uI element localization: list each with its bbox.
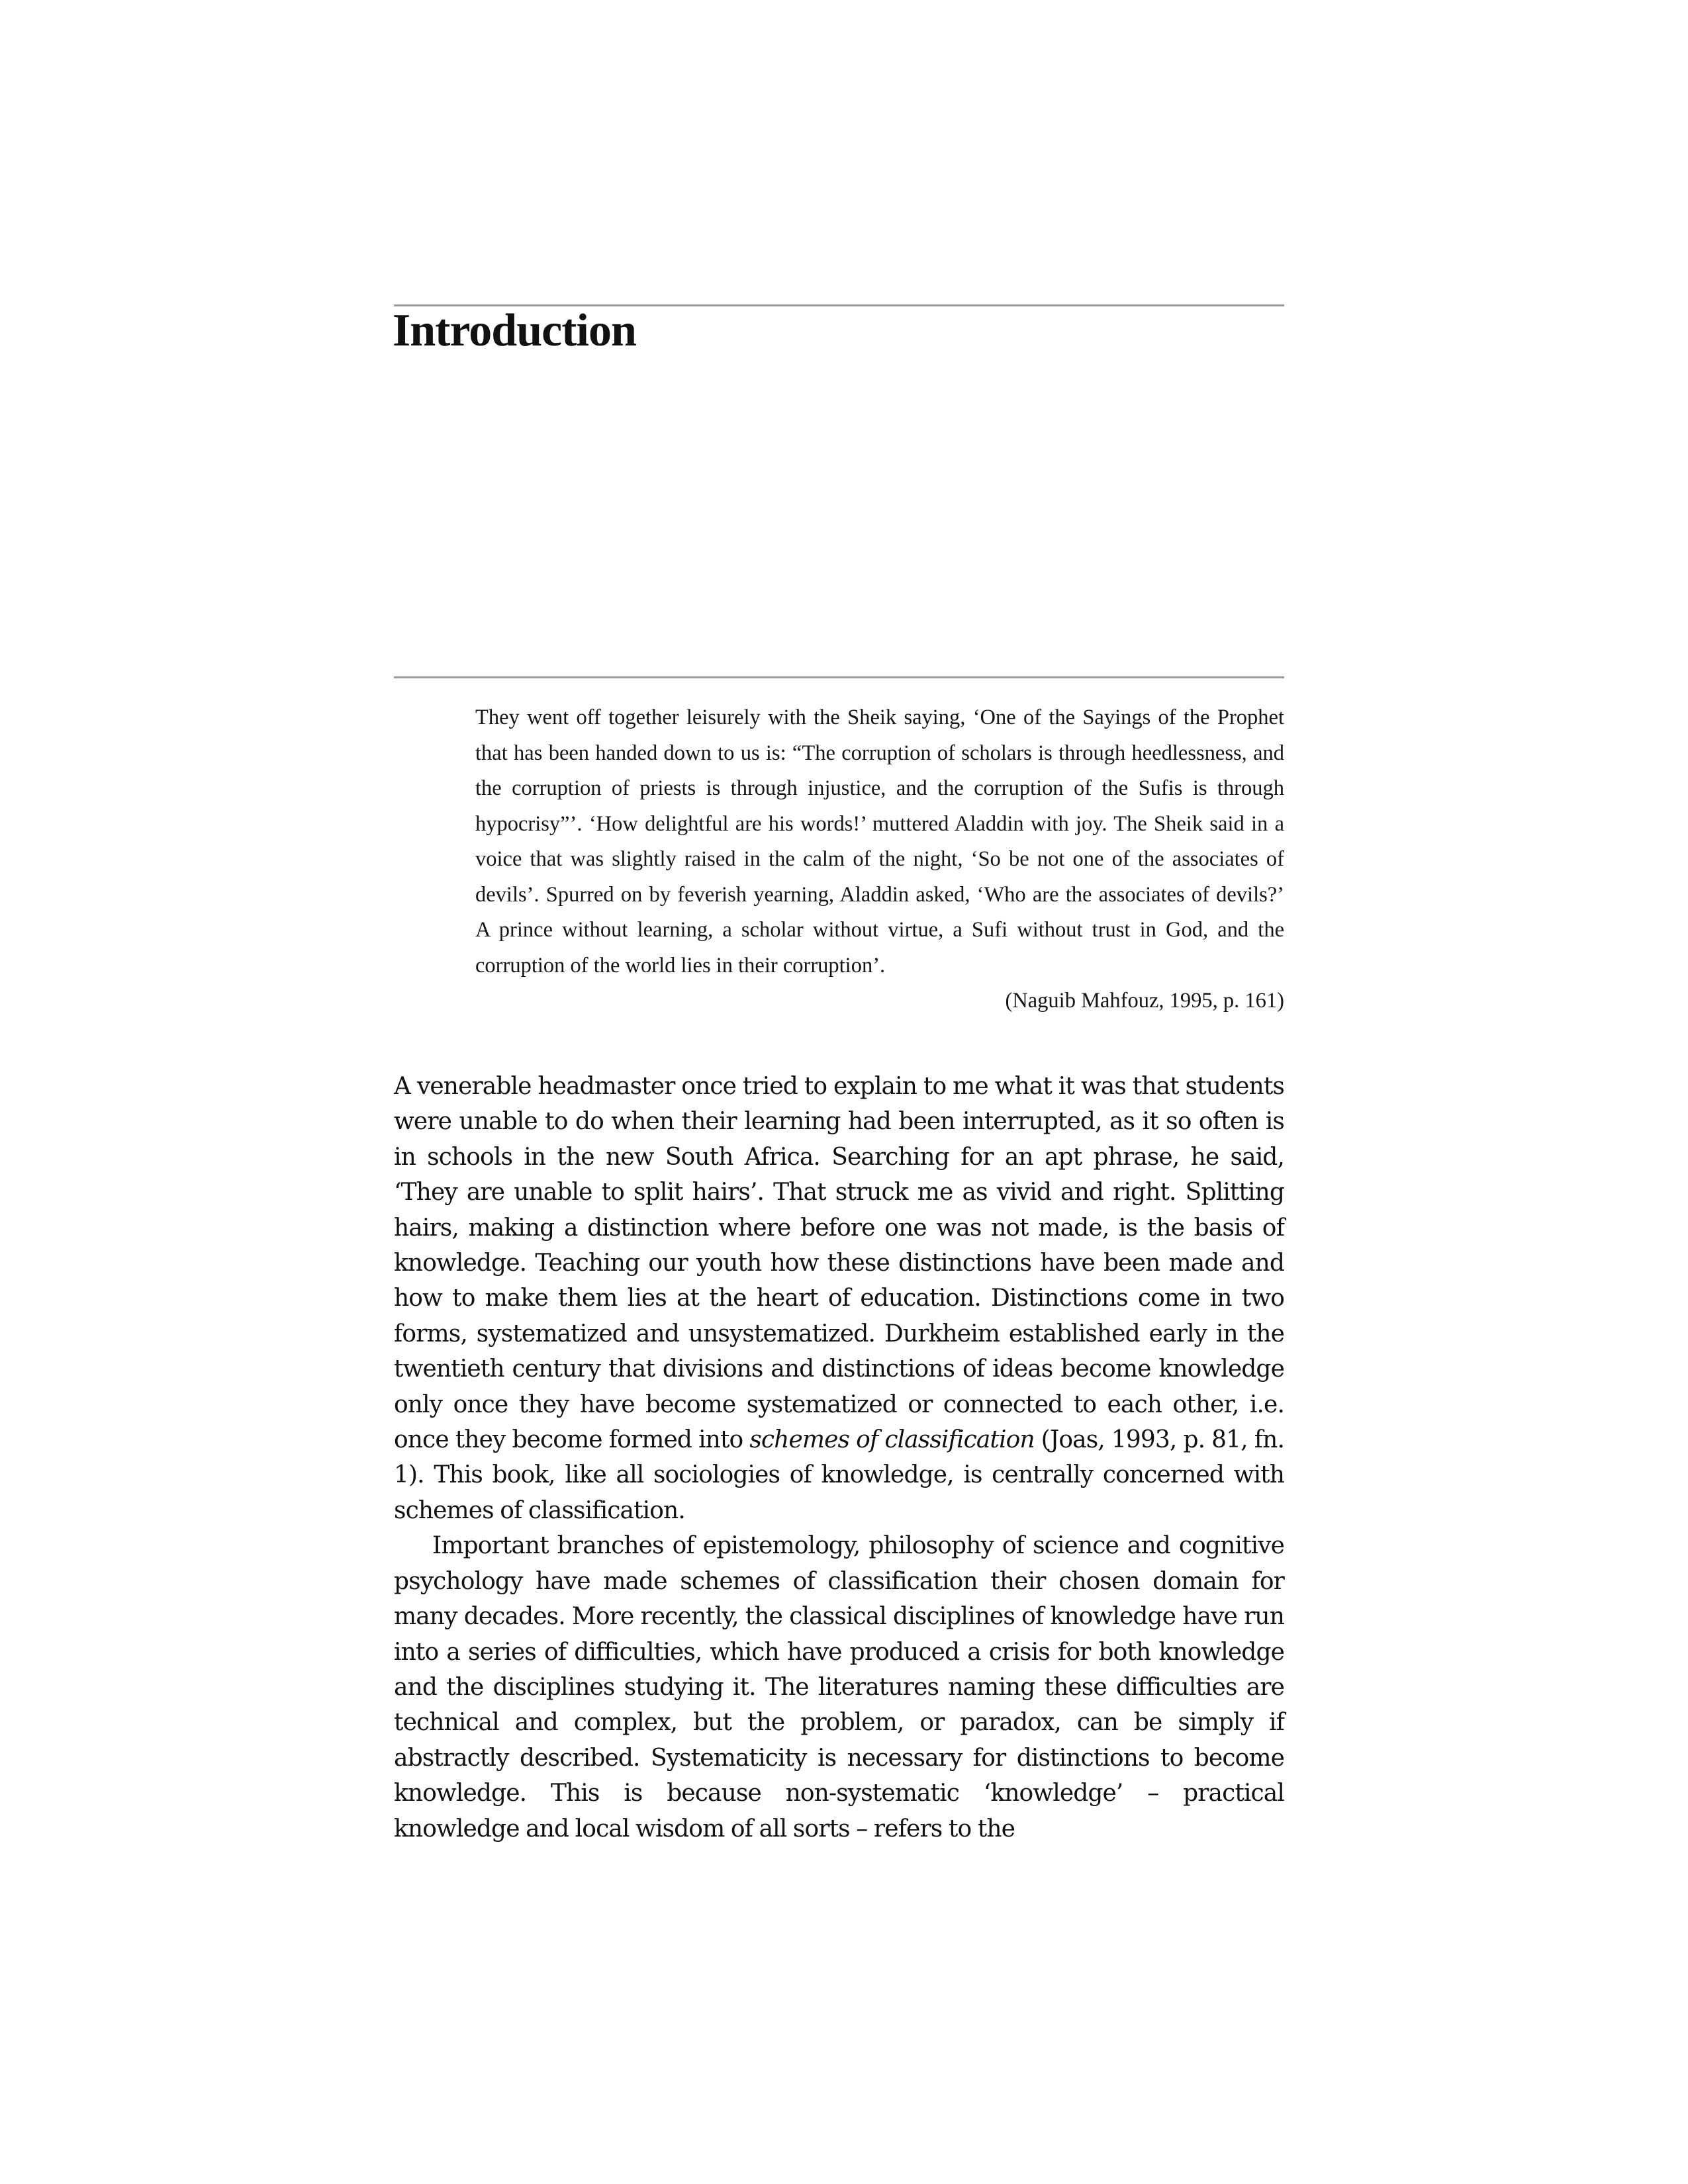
epigraph-citation: (Naguib Mahfouz, 1995, p. 161) [1005, 989, 1284, 1013]
epigraph-block [475, 700, 1284, 1019]
paragraph-1-italic-term: schemes of classification [749, 1426, 1035, 1454]
paragraph-1-text-start: A venerable headmaster once tried to explain to me what it was that students were unable to do when their learning had been interrupted, as it so often is in schools in the new South Africa. Searching for an apt phrase, he said, ‘They are unable to split hairs’. That struck me as vivid and right. Splitting hairs, making a distinction where before one was not made, is the basis of knowledge. Teaching our youth how these distinctions have been made and how to make them lies at the heart of education. Distinctions come in two forms, systematized and unsystematized. Durkheim established early in the twentieth century that divisions and distinctions of ideas become knowledge only once they have become systematized or connected to each other, i.e. once they become formed into [394, 1073, 1284, 1454]
body-paragraph-1 [394, 1069, 1284, 1528]
paragraph-1-text-end: (Joas, 1993, p. 81, fn. 1). This book, like all sociologies of knowledge, is centrally concerned with schemes of classification. [394, 1426, 1284, 1524]
epigraph-divider-rule [394, 676, 1284, 678]
body-paragraph-2: Important branches of epistemology, philosophy of science and cognitive psychology have made schemes of classification their chosen domain for many decades. More recently, the classical disciplines of knowledge have run into a series of difficulties, which have produced a crisis for both knowledge and the disciplines studying it. The literatures naming these difficulties are technical and complex, but the problem, or paradox, can be simply if abstractly described. Systematicity is necessary for distinctions to become knowledge. This is because non-systematic ‘knowledge’ – practical knowledge and local wisdom of all sorts – refers to the [394, 1532, 1284, 1843]
chapter-title: Introduction [393, 305, 636, 356]
epigraph-quote: They went off together leisurely with the Sheik saying, ‘One of the Sayings of the Prophet that has been handed down to us is: “The corruption of scholars is through heedlessness, and the corruption of priests is through injustice, and the corruption of the Sufis is through hypocrisy”’. ‘How delightful are his words!’ muttered Aladdin with joy. The Sheik said in a voice that was slightly raised in the calm of the night, ‘So be not one of the associates of devils’. Spurred on by feverish yearning, Aladdin asked, ‘Who are the associates of devils?’ A prince without learning, a scholar without virtue, a Sufi without trust in God, and the corruption of the world lies in their corruption’. [475, 705, 1284, 978]
body-text [394, 1069, 1284, 1846]
